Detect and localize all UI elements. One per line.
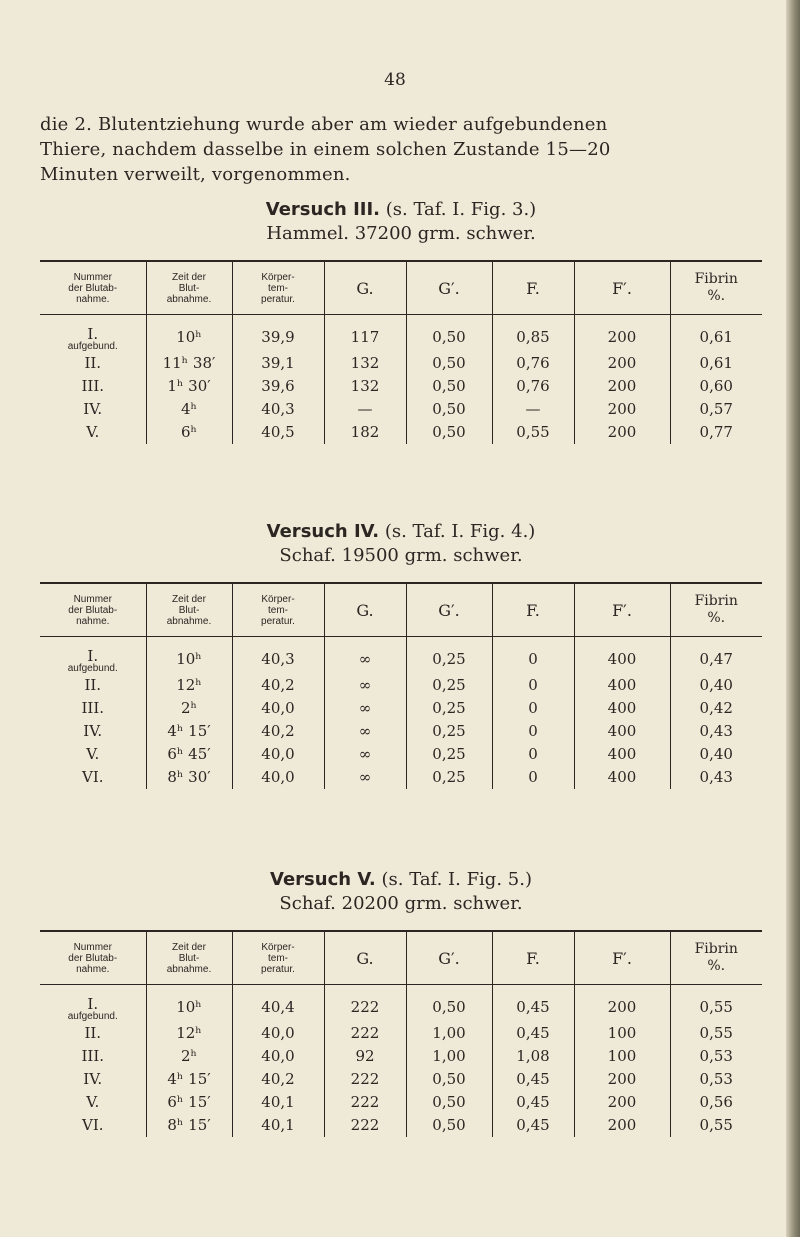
cell-f: 1,08 [492,1045,574,1068]
row-number: III. [81,699,105,717]
cell-fibrin: 0,55 [670,1114,762,1137]
cell-f: 0 [492,720,574,743]
cell-zeit: 11ʰ 38′ [146,352,232,375]
cell-temperatur: 40,4 [232,985,324,1023]
cell-fibrin: 0,55 [670,1022,762,1045]
header-koerper-line: peratur. [261,963,295,975]
cell-nummer [40,421,146,444]
table-row [40,1068,762,1091]
table-row [40,1114,762,1137]
header-nummer-line: der Blutab- [68,952,118,964]
header-fibrin-line: Fibrin [694,593,738,609]
cell-f: 0,85 [492,315,574,353]
cell-zeit: 12ʰ [146,1022,232,1045]
cell-g-prime: 0,25 [406,766,492,789]
cell-f-prime: 200 [574,1068,670,1091]
cell-nummer [40,985,146,1023]
header-zeit-line: Zeit der [172,593,206,605]
cell-g: ∞ [324,697,406,720]
cell-f: 0,45 [492,1091,574,1114]
cell-g: 92 [324,1045,406,1068]
cell-zeit: 2ʰ [146,1045,232,1068]
header-zeit-line: Blut- [178,952,200,964]
cell-nummer [40,1045,146,1068]
cell-g-prime: 0,50 [406,421,492,444]
table-row [40,743,762,766]
cell-fibrin: 0,40 [670,674,762,697]
cell-fibrin: 0,57 [670,398,762,421]
header-fibrin [670,583,762,637]
header-row [40,261,762,315]
cell-zeit: 4ʰ 15′ [146,720,232,743]
header-nummer [40,261,146,315]
header-f-prime: F′. [574,583,670,637]
versuch-section [40,198,762,444]
cell-g: 222 [324,1068,406,1091]
cell-zeit: 8ʰ 30′ [146,766,232,789]
header-g: G. [324,261,406,315]
table-row [40,637,762,675]
header-f-prime: F′. [574,931,670,985]
cell-zeit: 12ʰ [146,674,232,697]
cell-nummer [40,766,146,789]
row-number: I. [87,647,99,665]
row-number: III. [81,1047,105,1065]
header-zeit-line: Blut- [178,604,200,616]
cell-g: 117 [324,315,406,353]
row-number: IV. [83,400,103,418]
header-koerper [232,931,324,985]
cell-f: 0 [492,697,574,720]
cell-f: 0,55 [492,421,574,444]
header-koerper [232,261,324,315]
cell-zeit: 10ʰ [146,315,232,353]
cell-g: — [324,398,406,421]
cell-nummer [40,398,146,421]
header-f: F. [492,261,574,315]
cell-g-prime: 0,25 [406,637,492,675]
cell-f: 0,76 [492,352,574,375]
data-table [40,930,762,1137]
aufgebund-label: aufgebund. [67,663,118,674]
cell-g-prime: 0,50 [406,352,492,375]
table-row [40,697,762,720]
row-number: III. [81,377,105,395]
row-number: V. [86,745,100,763]
cell-temperatur: 40,2 [232,674,324,697]
cell-f: 0 [492,743,574,766]
header-fibrin [670,261,762,315]
cell-nummer [40,674,146,697]
cell-g: 182 [324,421,406,444]
cell-g-prime: 0,50 [406,315,492,353]
header-g-prime: G′. [406,261,492,315]
data-table [40,582,762,789]
cell-f: 0,45 [492,985,574,1023]
aufgebund-label: aufgebund. [67,1011,118,1022]
cell-zeit: 6ʰ [146,421,232,444]
header-nummer-line: Nummer [73,271,112,283]
section-title-ref: (s. Taf. I. Fig. 3.) [380,199,537,220]
row-number: VI. [81,768,104,786]
header-nummer-line: nahme. [76,615,110,627]
table-row [40,1022,762,1045]
table-body [40,637,762,790]
cell-f-prime: 400 [574,766,670,789]
cell-fibrin: 0,55 [670,985,762,1023]
row-number: V. [86,423,100,441]
cell-f-prime: 100 [574,1045,670,1068]
header-fibrin-line: %. [707,288,726,304]
cell-nummer [40,315,146,353]
header-nummer-line: Nummer [73,941,112,953]
page-number: 48 [384,70,406,90]
cell-g-prime: 0,25 [406,720,492,743]
table-row [40,421,762,444]
header-row [40,931,762,985]
cell-temperatur: 39,9 [232,315,324,353]
table-header [40,261,762,315]
table-row [40,1091,762,1114]
cell-g: 132 [324,352,406,375]
table-body [40,985,762,1138]
cell-f-prime: 400 [574,720,670,743]
cell-fibrin: 0,53 [670,1045,762,1068]
cell-f-prime: 400 [574,637,670,675]
header-koerper-line: Körper- [261,271,295,283]
cell-zeit: 10ʰ [146,985,232,1023]
cell-f-prime: 400 [574,697,670,720]
row-number: II. [84,676,102,694]
row-number: I. [87,995,99,1013]
cell-f-prime: 200 [574,375,670,398]
cell-g-prime: 0,50 [406,985,492,1023]
cell-zeit: 4ʰ 15′ [146,1068,232,1091]
section-title-label: Versuch III. [265,199,381,220]
cell-temperatur: 40,0 [232,743,324,766]
cell-f-prime: 100 [574,1022,670,1045]
cell-g: 222 [324,1022,406,1045]
header-nummer-line: der Blutab- [68,604,118,616]
row-number: V. [86,1093,100,1111]
header-koerper-line: tem- [268,604,288,616]
cell-g-prime: 1,00 [406,1045,492,1068]
cell-f-prime: 200 [574,1091,670,1114]
row-number: IV. [83,1070,103,1088]
table-row [40,674,762,697]
cell-temperatur: 40,3 [232,637,324,675]
cell-zeit: 8ʰ 15′ [146,1114,232,1137]
table-header [40,931,762,985]
cell-nummer [40,1022,146,1045]
header-koerper-line: peratur. [261,293,295,305]
header-fibrin [670,931,762,985]
row-number: II. [84,1024,102,1042]
cell-g: 222 [324,1091,406,1114]
versuch-section [40,520,762,789]
header-koerper [232,583,324,637]
cell-f: 0 [492,637,574,675]
header-koerper-line: Körper- [261,593,295,605]
cell-fibrin: 0,53 [670,1068,762,1091]
cell-zeit: 2ʰ [146,697,232,720]
cell-fibrin: 0,60 [670,375,762,398]
cell-g-prime: 1,00 [406,1022,492,1045]
cell-f: 0,45 [492,1114,574,1137]
cell-temperatur: 40,0 [232,697,324,720]
row-number: IV. [83,722,103,740]
table-row [40,1045,762,1068]
cell-nummer [40,375,146,398]
cell-fibrin: 0,61 [670,315,762,353]
cell-g-prime: 0,25 [406,674,492,697]
header-g: G. [324,583,406,637]
header-zeit-line: abnahme. [166,963,212,975]
cell-f: 0,45 [492,1068,574,1091]
header-nummer [40,931,146,985]
header-fibrin-line: %. [707,958,726,974]
cell-nummer [40,637,146,675]
cell-zeit: 6ʰ 15′ [146,1091,232,1114]
table-row [40,398,762,421]
section-title-label: Versuch IV. [266,521,380,542]
cell-f-prime: 200 [574,398,670,421]
cell-fibrin: 0,47 [670,637,762,675]
cell-g: 222 [324,1114,406,1137]
section-title-label: Versuch V. [270,869,376,890]
cell-temperatur: 40,3 [232,398,324,421]
cell-f: 0,76 [492,375,574,398]
header-koerper-line: tem- [268,952,288,964]
section-subtitle: Schaf. 20200 grm. schwer. [279,893,523,914]
cell-temperatur: 40,0 [232,1022,324,1045]
cell-nummer [40,697,146,720]
intro-line: Thiere, nachdem dasselbe in einem solchen Zustande 15—20 [40,139,611,160]
data-table [40,260,762,444]
cell-f: — [492,398,574,421]
cell-nummer [40,720,146,743]
cell-g-prime: 0,50 [406,1091,492,1114]
cell-temperatur: 39,1 [232,352,324,375]
header-row [40,583,762,637]
aufgebund-label: aufgebund. [67,341,118,352]
cell-f-prime: 200 [574,1114,670,1137]
cell-fibrin: 0,40 [670,743,762,766]
cell-fibrin: 0,61 [670,352,762,375]
intro-line: die 2. Blutentziehung wurde aber am wieder aufgebundenen [40,114,608,135]
cell-temperatur: 40,5 [232,421,324,444]
cell-fibrin: 0,43 [670,720,762,743]
header-koerper-line: tem- [268,282,288,294]
table-row [40,985,762,1023]
cell-nummer [40,1114,146,1137]
cell-f: 0 [492,766,574,789]
cell-g: ∞ [324,766,406,789]
header-fibrin-line: %. [707,610,726,626]
header-zeit-line: Zeit der [172,941,206,953]
cell-f-prime: 200 [574,985,670,1023]
cell-temperatur: 40,2 [232,1068,324,1091]
cell-nummer [40,352,146,375]
cell-f-prime: 200 [574,352,670,375]
cell-f: 0,45 [492,1022,574,1045]
header-g-prime: G′. [406,931,492,985]
cell-zeit: 1ʰ 30′ [146,375,232,398]
cell-temperatur: 40,1 [232,1091,324,1114]
cell-g-prime: 0,25 [406,697,492,720]
header-nummer-line: nahme. [76,963,110,975]
header-koerper-line: peratur. [261,615,295,627]
header-koerper-line: Körper- [261,941,295,953]
header-f: F. [492,931,574,985]
cell-fibrin: 0,56 [670,1091,762,1114]
cell-g-prime: 0,25 [406,743,492,766]
row-number: I. [87,325,99,343]
cell-temperatur: 40,2 [232,720,324,743]
header-zeit [146,583,232,637]
header-nummer-line: Nummer [73,593,112,605]
section-subtitle: Hammel. 37200 grm. schwer. [266,223,536,244]
cell-g-prime: 0,50 [406,375,492,398]
cell-zeit: 6ʰ 45′ [146,743,232,766]
cell-g: ∞ [324,674,406,697]
cell-g: 132 [324,375,406,398]
header-zeit-line: abnahme. [166,615,212,627]
cell-temperatur: 40,0 [232,766,324,789]
section-title [40,520,762,544]
cell-g-prime: 0,50 [406,398,492,421]
cell-g: ∞ [324,720,406,743]
header-g-prime: G′. [406,583,492,637]
cell-temperatur: 39,6 [232,375,324,398]
cell-f-prime: 200 [574,421,670,444]
section-title [40,868,762,892]
header-nummer-line: nahme. [76,293,110,305]
header-zeit-line: abnahme. [166,293,212,305]
intro-line: Minuten verweilt, vorgenommen. [40,164,351,185]
header-fibrin-line: Fibrin [694,941,738,957]
table-row [40,375,762,398]
cell-g-prime: 0,50 [406,1114,492,1137]
header-nummer [40,583,146,637]
cell-temperatur: 40,1 [232,1114,324,1137]
cell-nummer [40,743,146,766]
header-f: F. [492,583,574,637]
cell-temperatur: 40,0 [232,1045,324,1068]
cell-fibrin: 0,43 [670,766,762,789]
cell-zeit: 10ʰ [146,637,232,675]
table-row [40,352,762,375]
header-f-prime: F′. [574,261,670,315]
row-number: II. [84,354,102,372]
cell-g: 222 [324,985,406,1023]
table-row [40,315,762,353]
header-zeit [146,261,232,315]
versuch-section [40,868,762,1137]
page-edge [786,0,800,1237]
section-title-ref: (s. Taf. I. Fig. 5.) [375,869,532,890]
cell-f-prime: 400 [574,674,670,697]
cell-f: 0 [492,674,574,697]
cell-f-prime: 200 [574,315,670,353]
table-row [40,766,762,789]
header-zeit-line: Zeit der [172,271,206,283]
intro-paragraph [40,112,770,187]
row-number: VI. [81,1116,104,1134]
table-body [40,315,762,445]
table-row [40,720,762,743]
cell-fibrin: 0,42 [670,697,762,720]
section-subtitle: Schaf. 19500 grm. schwer. [279,545,523,566]
cell-f-prime: 400 [574,743,670,766]
cell-g: ∞ [324,743,406,766]
cell-nummer [40,1091,146,1114]
header-zeit-line: Blut- [178,282,200,294]
cell-nummer [40,1068,146,1091]
cell-g-prime: 0,50 [406,1068,492,1091]
table-header [40,583,762,637]
header-nummer-line: der Blutab- [68,282,118,294]
section-title-ref: (s. Taf. I. Fig. 4.) [379,521,536,542]
cell-fibrin: 0,77 [670,421,762,444]
cell-zeit: 4ʰ [146,398,232,421]
header-fibrin-line: Fibrin [694,271,738,287]
header-zeit [146,931,232,985]
header-g: G. [324,931,406,985]
section-title [40,198,762,222]
cell-g: ∞ [324,637,406,675]
